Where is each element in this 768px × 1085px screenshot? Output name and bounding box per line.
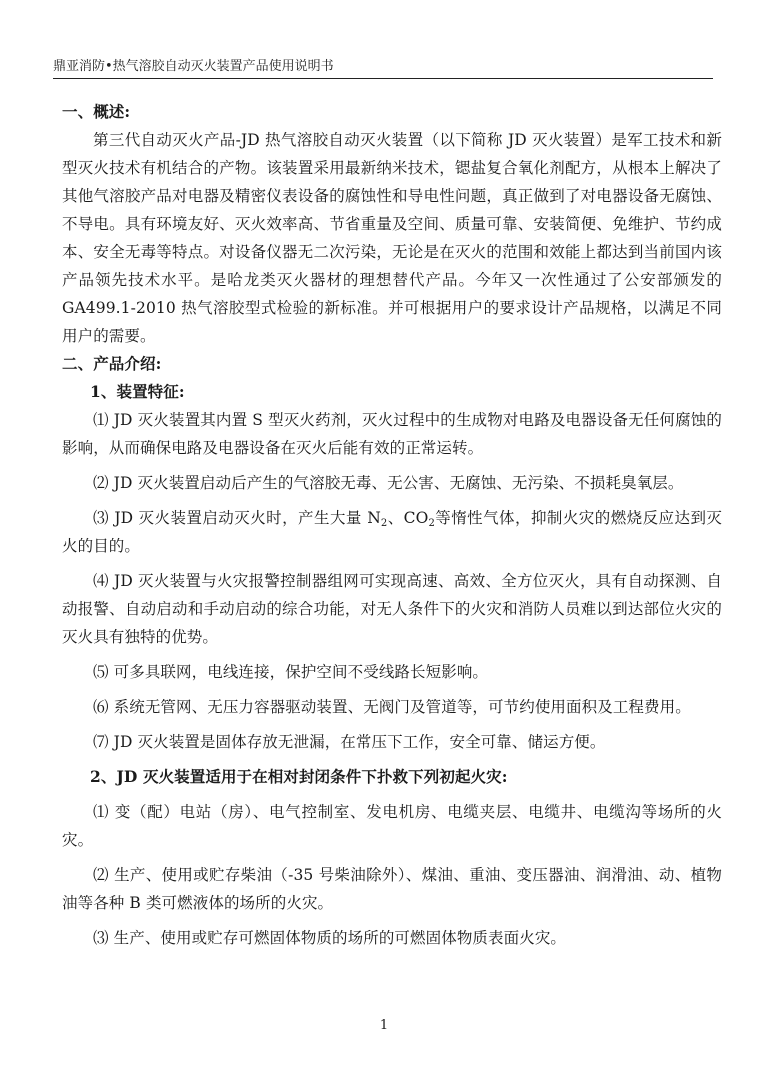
header-rule [53,78,713,79]
overview-paragraph: 第三代自动灭火产品-JD 热气溶胶自动灭火装置（以下简称 JD 灭火装置）是军工技术和新型灭火技术有机结合的产物。该装置采用最新纳米技术，锶盐复合氧化剂配方，从根本上解决了其他气溶胶产品对电器及精密仪表设备的腐蚀性和导电性问题，真正做到了对电器设备无腐蚀、不导电。具有环境友好、灭火效率高、节省重量及空间、质量可靠、安装简便、免维护、节约成本、安全无毒等特点。对设备仪器无二次污染，无论是在灭火的范围和效能上都达到当前国内该产品领先技术水平。是哈龙类灭火器材的理想替代产品。今年又一次性通过了公安部颁发的 GA499.1-2010 热气溶胶型式检验的新标准。并可根据用户的要求设计产品规格，以满足不同用户的需要。 [62,131,722,345]
document-body [62,98,722,952]
page-number: 1 [379,1018,389,1033]
applicable-item-2: ⑵ 生产、使用或贮存柴油（-35 号柴油除外）、煤油、重油、变压器油、润滑油、动、植物油等各种 B 类可燃液体的场所的火灾。 [62,866,722,912]
section-heading-product-intro: 二、产品介绍: [62,354,162,373]
feature-item-5: ⑸ 可多具联网，电线连接，保护空间不受线路长短影响。 [93,663,489,681]
feature-item-3: ⑶ JD 灭火装置启动灭火时，产生大量 $N_2$、$CO_2$等惰性气体，抑制火灾的燃烧反应达到灭火的目的。 [62,509,722,555]
subsection-heading-applicable: 2、JD 灭火装置适用于在相对封闭条件下扑救下列初起火灾: [90,767,508,786]
feature-item-2: ⑵ JD 灭火装置启动后产生的气溶胶无毒、无公害、无腐蚀、无污染、不损耗臭氧层。 [93,474,684,492]
feature-item-4: ⑷ JD 灭火装置与火灾报警控制器组网可实现高速、高效、全方位灭火，具有自动探测、自动报警、自动启动和手动启动的综合功能，对无人条件下的火灾和消防人员难以到达部位火灾的灭火具有独特的优势。 [62,572,722,646]
feature-item-6: ⑹ 系统无管网、无压力容器驱动装置、无阀门及管道等，可节约使用面积及工程费用。 [93,698,691,716]
applicable-item-1: ⑴ 变（配）电站（房）、电气控制室、发电机房、电缆夹层、电缆井、电缆沟等场所的火灾。 [62,803,722,849]
feature-item-1: ⑴ JD 灭火装置其内置 S 型灭火药剂，灭火过程中的生成物对电路及电器设备无任何腐蚀的影响，从而确保电路及电器设备在灭火后能有效的正常运转。 [62,411,722,457]
running-header: 鼎亚消防•热气溶胶自动灭火装置产品使用说明书 [53,59,334,74]
feature-item-7: ⑺ JD 灭火装置是固体存放无泄漏，在常压下工作，安全可靠、储运方便。 [93,733,606,751]
subsection-heading-features: 1、装置特征: [90,382,185,401]
section-heading-overview: 一、概述: [62,102,131,121]
applicable-item-3: ⑶ 生产、使用或贮存可燃固体物质的场所的可燃固体物质表面火灾。 [93,929,567,947]
